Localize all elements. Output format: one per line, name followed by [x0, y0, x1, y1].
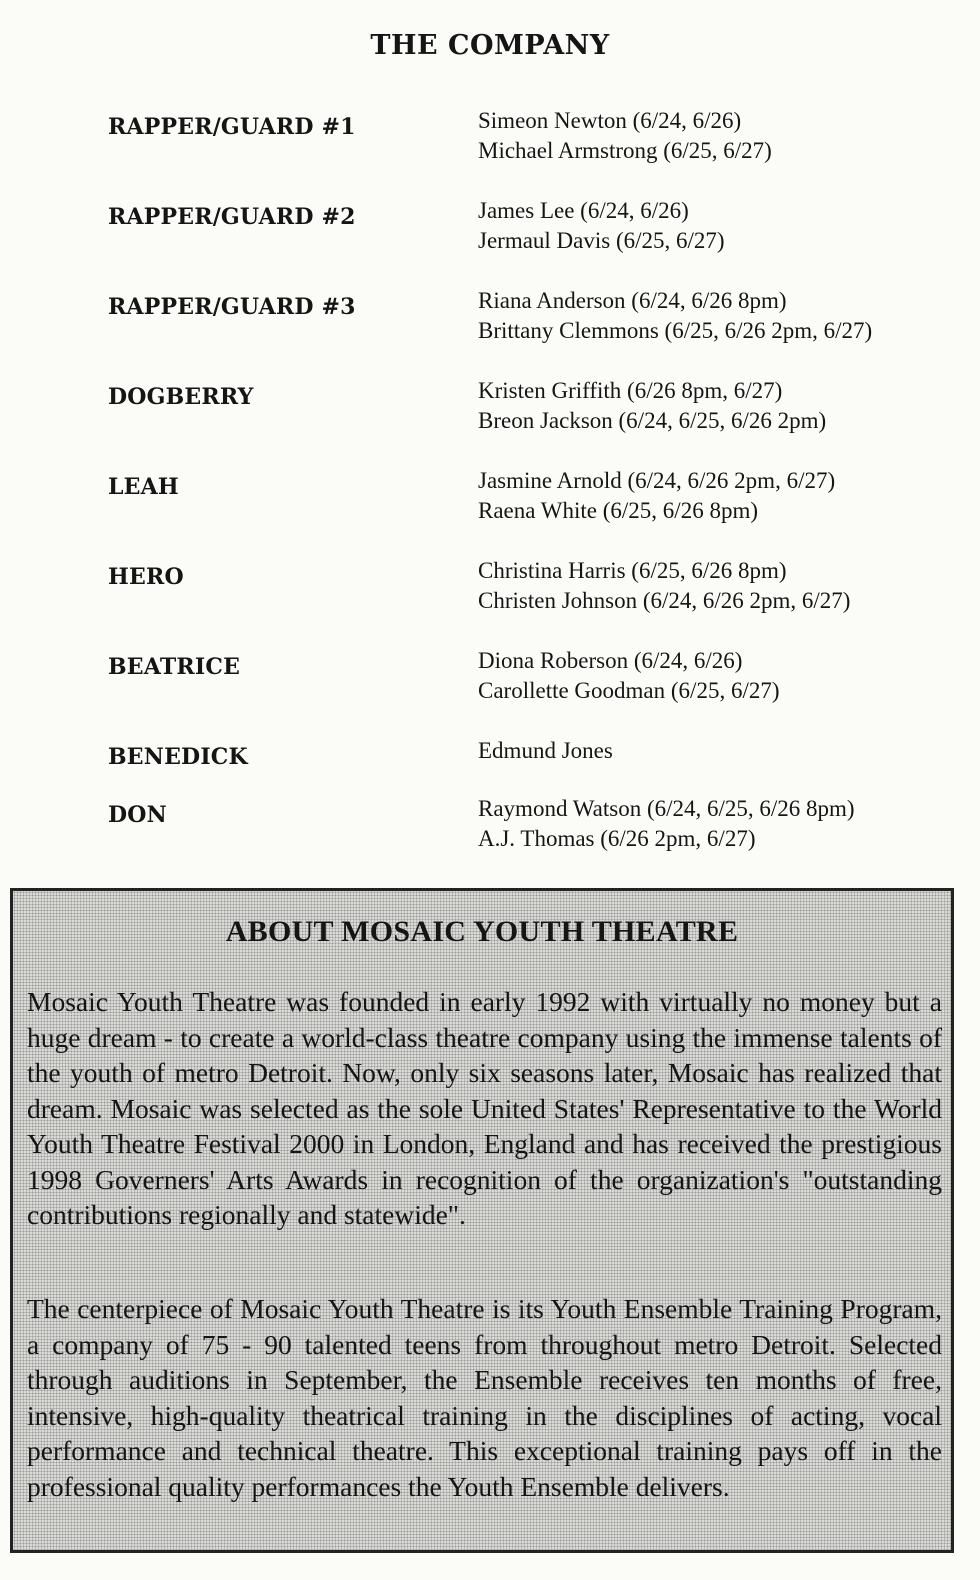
cast-row — [0, 284, 980, 374]
role-name: HERO — [108, 564, 184, 590]
actor-entry: Brittany Clemmons (6/25, 6/26 2pm, 6/27) — [478, 318, 873, 343]
actor-entry: Carollette Goodman (6/25, 6/27) — [478, 678, 780, 703]
actor-entry: Kristen Griffith (6/26 8pm, 6/27) — [478, 378, 783, 403]
actor-list — [478, 376, 826, 436]
cast-row — [0, 734, 980, 792]
cast-row — [0, 644, 980, 734]
cast-row — [0, 104, 980, 194]
actor-list — [478, 794, 855, 854]
about-heading: ABOUT MOSAIC YOUTH THEATRE — [225, 915, 739, 948]
actor-list — [478, 196, 725, 256]
actor-entry: James Lee (6/24, 6/26) — [478, 198, 689, 223]
role-name: DOGBERRY — [108, 384, 254, 410]
about-box — [10, 888, 954, 1553]
cast-row — [0, 464, 980, 554]
role-name: RAPPER/GUARD #2 — [108, 204, 356, 230]
actor-entry: Diona Roberson (6/24, 6/26) — [478, 648, 743, 673]
actor-entry: Breon Jackson (6/24, 6/25, 6/26 2pm) — [478, 408, 827, 433]
actor-entry: Christen Johnson (6/24, 6/26 2pm, 6/27) — [478, 588, 851, 613]
actor-list — [478, 736, 613, 766]
cast-row — [0, 194, 980, 284]
page-title: THE COMPANY — [370, 30, 610, 61]
role-name: RAPPER/GUARD #3 — [108, 294, 356, 320]
cast-row — [0, 554, 980, 644]
actor-entry: Edmund Jones — [478, 738, 613, 763]
actor-entry: Michael Armstrong (6/25, 6/27) — [478, 138, 772, 163]
actor-list — [478, 106, 772, 166]
actor-list — [478, 466, 835, 526]
role-name: LEAH — [108, 474, 179, 500]
actor-entry: Jermaul Davis (6/25, 6/27) — [478, 228, 725, 253]
cast-row — [0, 792, 980, 882]
actor-list — [478, 286, 872, 346]
role-name: RAPPER/GUARD #1 — [108, 114, 356, 140]
about-paragraph: The centerpiece of Mosaic Youth Theatre is its Youth Ensemble Training Program, a company of 75 - 90 talented teens from throughout metro Detroit. Selected through auditions in September, the Ensemble receives ten months of free, intensive, high-quality theatrical training in the disciplines of acting, vocal performance and technical theatre. This exceptional training pays off in the professional quality performances the Youth Ensemble delivers. — [27, 1293, 942, 1502]
actor-list — [478, 556, 850, 616]
actor-entry: Riana Anderson (6/24, 6/26 8pm) — [478, 288, 787, 313]
actor-entry: Raena White (6/25, 6/26 8pm) — [478, 498, 758, 523]
actor-entry: Raymond Watson (6/24, 6/25, 6/26 8pm) — [478, 796, 855, 821]
role-name: BENEDICK — [108, 744, 248, 770]
about-paragraph: Mosaic Youth Theatre was founded in early 1992 with virtually no money but a huge dream - to create a world-class theatre company using the immense talents of the youth of metro Detroit. Now, only six seasons later, Mosaic has realized that dream. Mosaic was selected as the sole United States' Representative to the World Youth Theatre Festival 2000 in London, England and has received the prestigious 1998 Governers' Arts Awards in recognition of the organization's "outstanding contributions regionally and statewide". — [27, 986, 942, 1230]
role-name: DON — [108, 802, 167, 828]
actor-entry: Jasmine Arnold (6/24, 6/26 2pm, 6/27) — [478, 468, 836, 493]
actor-entry: A.J. Thomas (6/26 2pm, 6/27) — [478, 826, 756, 851]
actor-entry: Christina Harris (6/25, 6/26 8pm) — [478, 558, 787, 583]
actor-entry: Simeon Newton (6/24, 6/26) — [478, 108, 742, 133]
cast-row — [0, 374, 980, 464]
cast-list — [0, 104, 980, 882]
role-name: BEATRICE — [108, 654, 241, 680]
actor-list — [478, 646, 780, 706]
